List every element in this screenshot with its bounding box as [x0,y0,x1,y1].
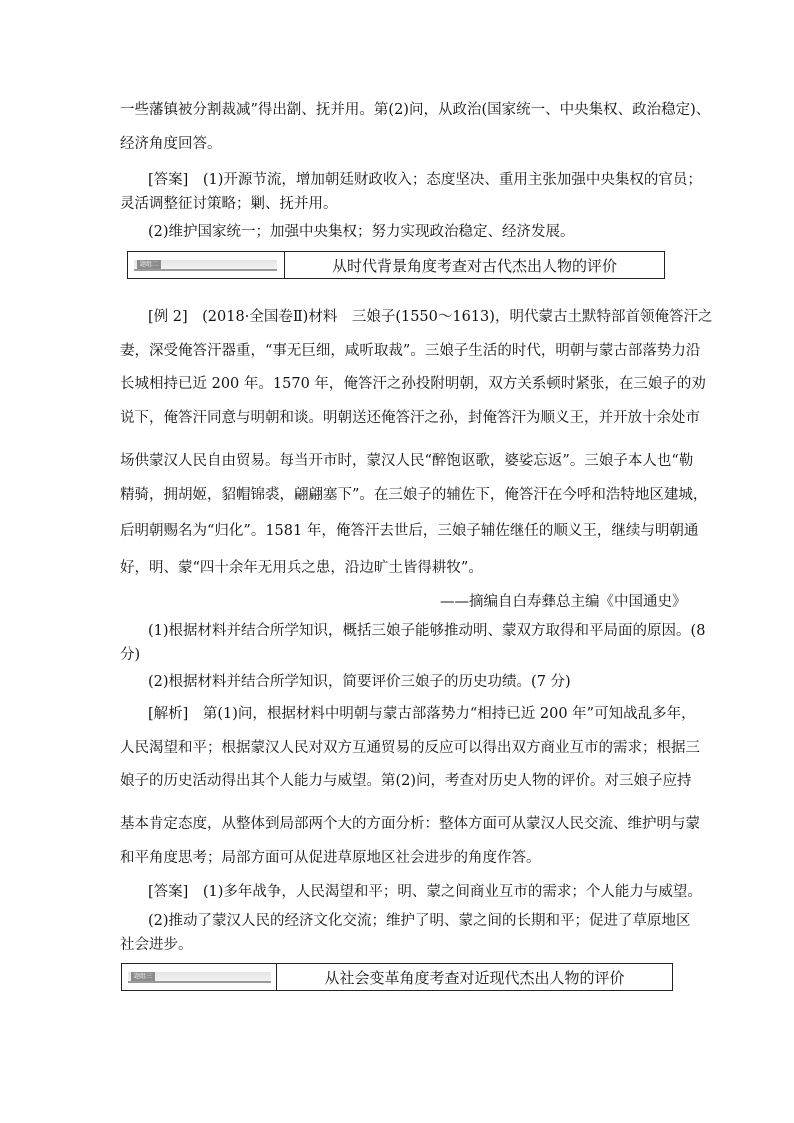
analysis-line: 和平角度思考；局部方面可从促进草原地区社会进步的角度作答。 [120,850,541,866]
source-citation: ——摘编自白寿彝总主编《中国通史》 [440,594,687,610]
answer-line: (2)推动了蒙汉人民的经济文化交流；维护了明、蒙之间的长期和平；促进了草原地区 [148,913,691,929]
question-line: (1)根据材料并结合所学知识，概括三娘子能够推动明、蒙双方取得和平局面的原因。(8 [148,623,706,639]
section-header [127,251,665,279]
example-line: 场供蒙汉人民自由贸易。每当开市时，蒙汉人民“醉饱讴歌，婆娑忘返”。三娘子本人也“勒 [120,453,694,469]
answer-line: [答案] (1)多年战争，人民渴望和平；明、蒙之间商业互市的需求；个人能力与威望。 [148,884,702,900]
section-tag [128,972,271,983]
example-line: [例 2] (2018·全国卷Ⅱ)材料 三娘子(1550～1613)，明代蒙古土默特部首领俺答汗之 [148,309,713,325]
analysis-line: 娘子的历史活动得出其个人能力与威望。第(2)问，考查对历史人物的评价。对三娘子应持 [120,773,692,789]
answer-line: 灵活调整征讨策略；剿、抚并用。 [120,196,338,212]
analysis-line: [解析] 第(1)问，根据材料中明朝与蒙古部落势力“相持已近 200 年”可知战乱多年， [148,706,696,722]
question-line: 分) [120,647,141,663]
answer-line: [答案] (1)开源节流，增加朝廷财政收入；态度坚决、重用主张加强中央集权的官员； [148,172,702,188]
example-line: 说下，俺答汗同意与明朝和谈。明朝送还俺答汗之孙，封俺答汗为顺义王，并开放十余处市 [120,410,700,426]
section-tag-label: 题组二 [137,260,161,269]
section-tag-cell [122,964,277,990]
paragraph-line: 经济角度回答。 [120,136,222,152]
example-line: 好，明、蒙“四十余年无用兵之患，沿边旷土皆得耕牧”。 [120,560,483,576]
section-tag-label: 题组三 [131,972,155,981]
section-title: 从时代背景角度考查对古代杰出人物的评价 [331,256,617,275]
example-line: 妻，深受俺答汗器重，“事无巨细，咸听取裁”。三娘子生活的时代，明朝与蒙古部落势力沿 [120,343,701,359]
example-line: 后明朝赐名为“归化”。1581 年，俺答汗去世后，三娘子辅佐继任的顺义王，继续与明朝通 [120,523,699,539]
example-line: 精骑，拥胡姬，貂帽锦裘，翩翩塞下”。在三娘子的辅佐下，俺答汗在今呼和浩特地区建城， [120,487,708,503]
answer-line: (2)维护国家统一；加强中央集权；努力实现政治稳定、经济发展。 [148,224,575,240]
analysis-line: 人民渴望和平；根据蒙汉人民对双方互通贸易的反应可以得出双方商业互市的需求；根据三 [120,740,700,756]
analysis-line: 基本肯定态度，从整体到局部两个大的方面分析：整体方面可从蒙汉人民交流、维护明与蒙 [120,816,700,832]
paragraph-line: 一些藩镇被分割裁减”得出劏、抚并用。第(2)问，从政治(国家统一、中央集权、政治稳定)、 [120,102,711,118]
answer-line: 社会进步。 [120,937,193,953]
section-header [121,963,673,991]
example-line: 长城相持已近 200 年。1570 年，俺答汗之孙投附明朝，双方关系顿时紧张，在三娘子的劝 [120,376,706,392]
section-tag-cell [128,252,285,278]
section-tag [134,260,277,271]
question-line: (2)根据材料并结合所学知识，简要评价三娘子的历史功绩。(7 分) [148,674,571,690]
section-title: 从社会变革角度考查对近现代杰出人物的评价 [324,968,625,987]
